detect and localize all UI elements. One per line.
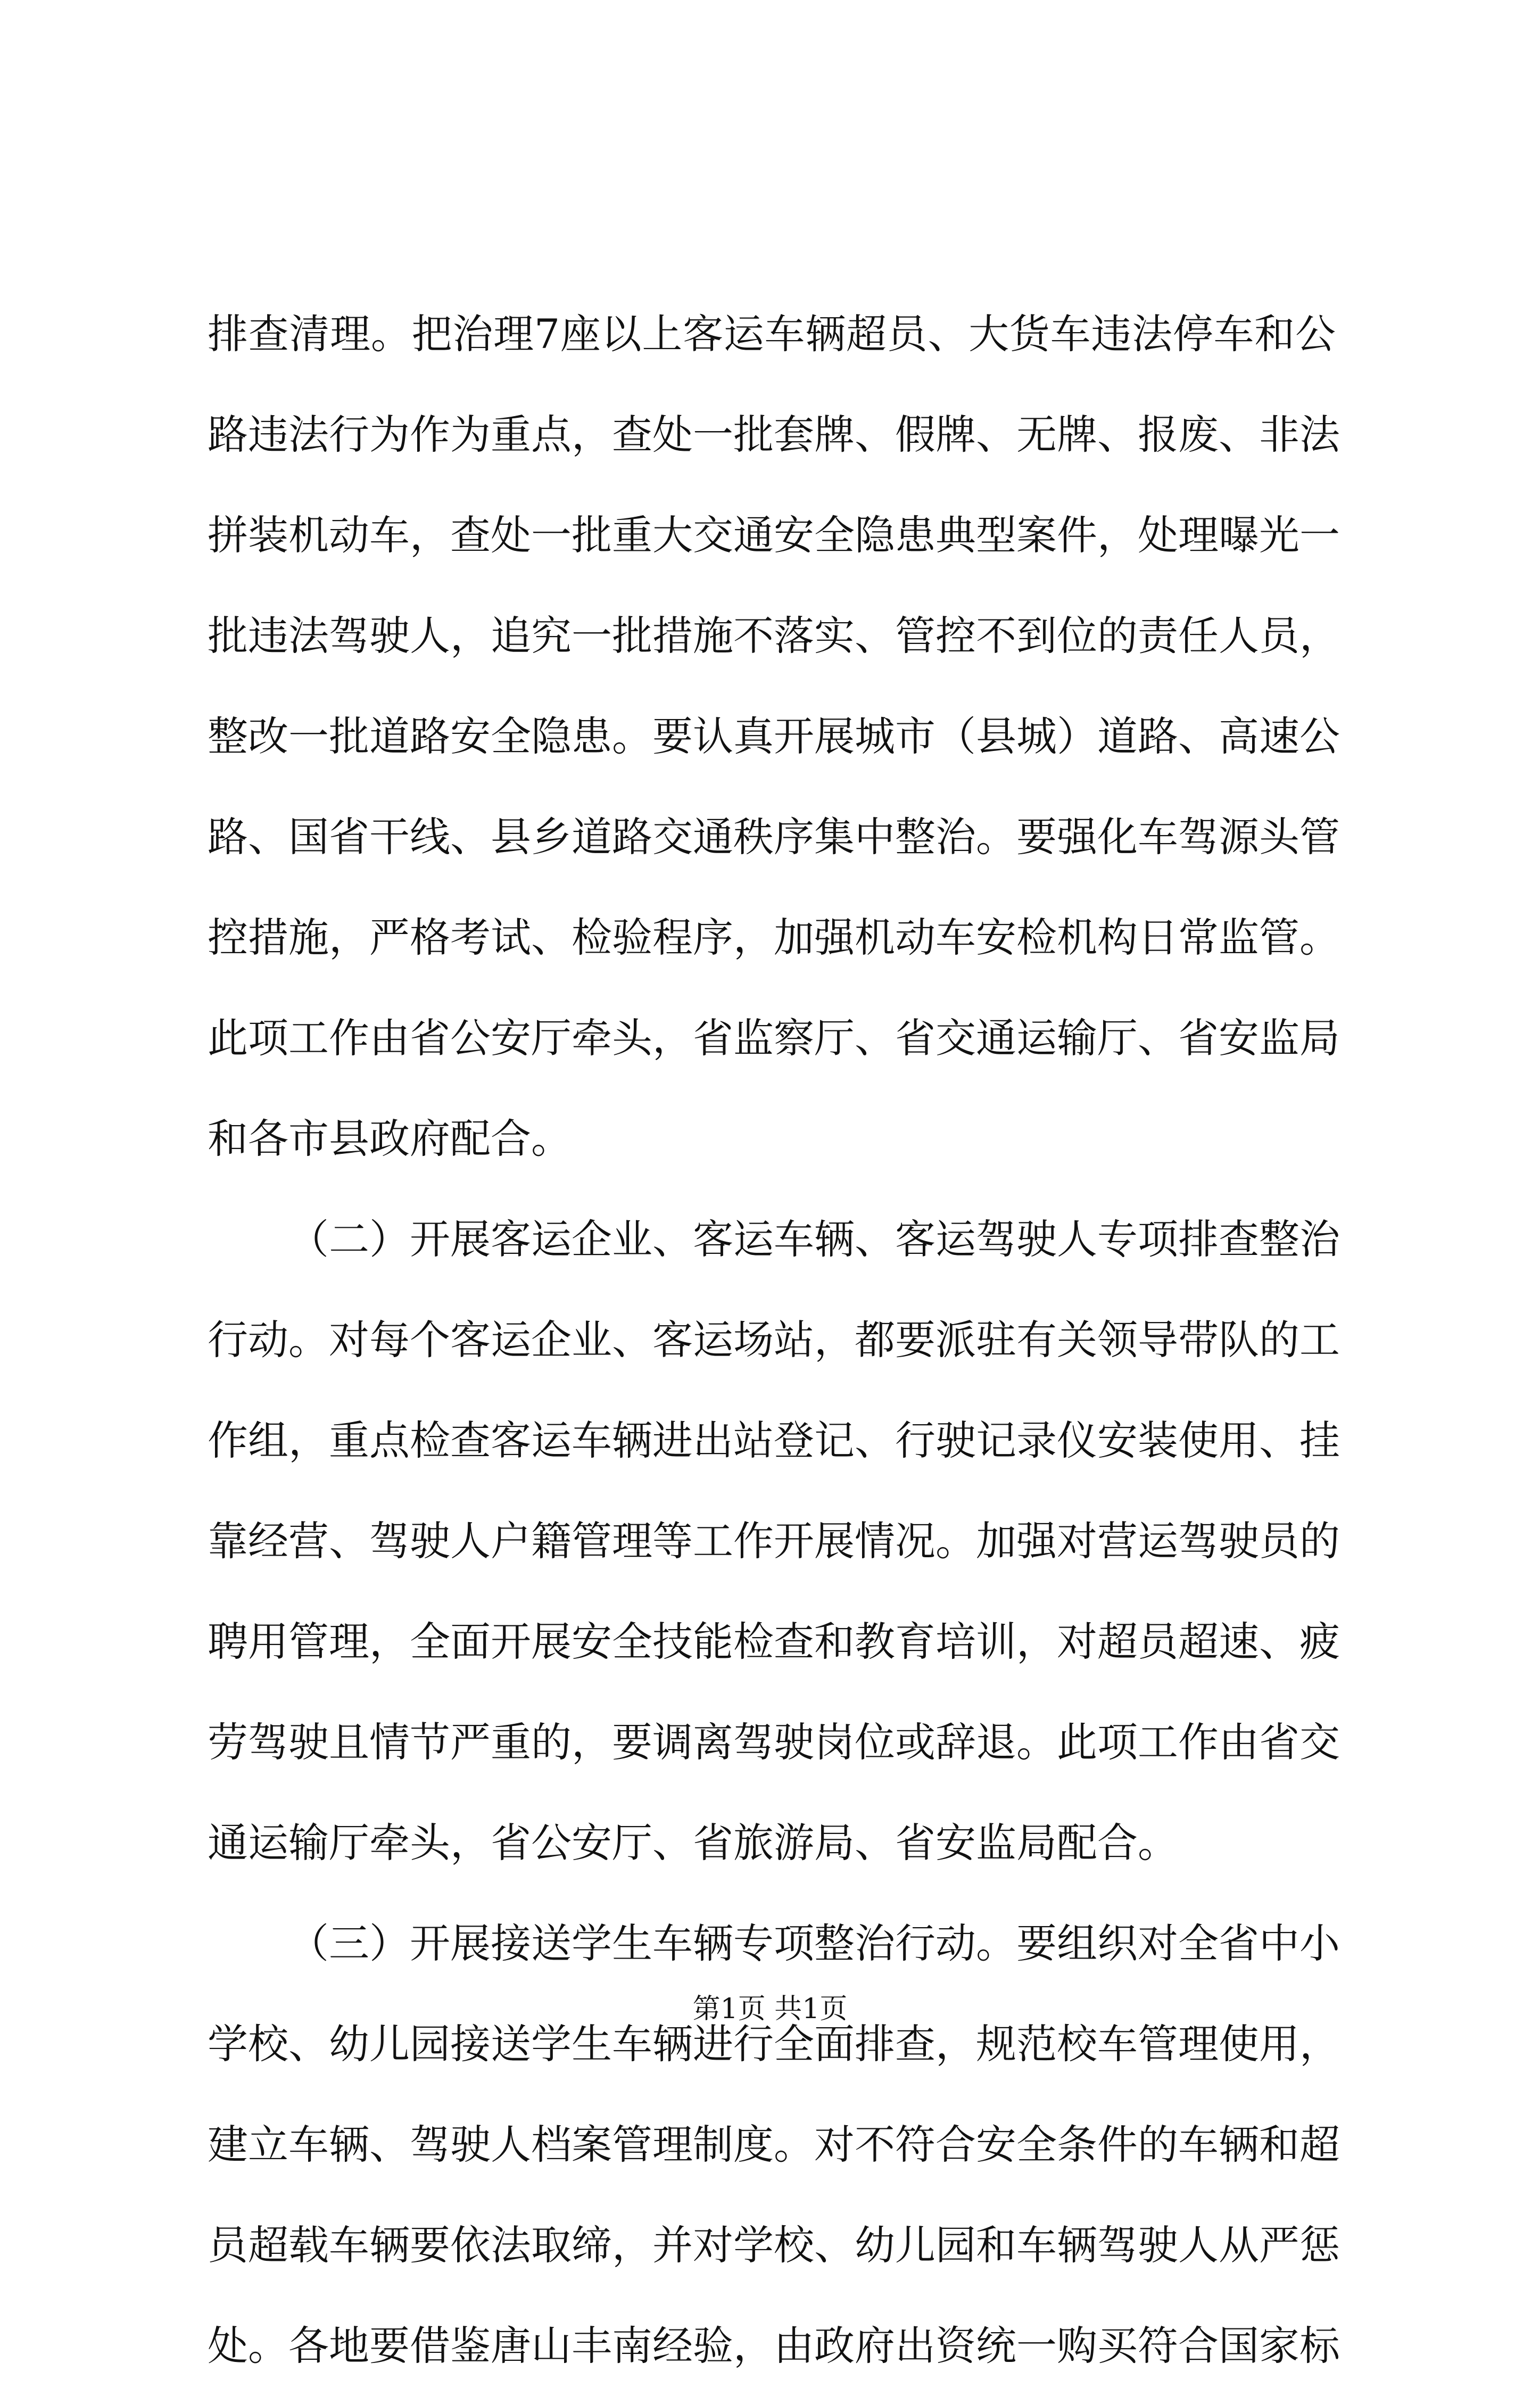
paragraph-1-line: 和各市县政府配合。	[208, 1115, 572, 1162]
paragraph-2-line: 聘用管理，全面开展安全技能检查和教育培训，对超员超速、疲	[208, 1618, 1340, 1665]
paragraph-2-line: 靠经营、驾驶人户籍管理等工作开展情况。加强对营运驾驶员的	[208, 1517, 1340, 1565]
paragraph-1-line: 路违法行为作为重点，查处一批套牌、假牌、无牌、报废、非法	[208, 411, 1340, 458]
paragraph-3-line: 员超载车辆要依法取缔，并对学校、幼儿园和车辆驾驶人从严惩	[208, 2221, 1340, 2269]
paragraph-1-line: 批违法驾驶人，追究一批措施不落实、管控不到位的责任人员，	[208, 612, 1340, 659]
paragraph-3-line: 学校、幼儿园接送学生车辆进行全面排查，规范校车管理使用，	[208, 2020, 1340, 2068]
paragraph-1-line: 拼装机动车，查处一批重大交通安全隐患典型案件，处理曝光一	[208, 511, 1340, 559]
paragraph-1-line: 路、国省干线、县乡道路交通秩序集中整治。要强化车驾源头管	[208, 813, 1340, 861]
paragraph-1-line: 此项工作由省公安厅牵头，省监察厅、省交通运输厅、省安监局	[208, 1014, 1340, 1062]
paragraph-1-line: 排查清理。把治理7座以上客运车辆超员、大货车违法停车和公	[208, 310, 1336, 358]
paragraph-1-line: 控措施，严格考试、检验程序，加强机动车安检机构日常监管。	[208, 914, 1340, 961]
paragraph-3-line: 处。各地要借鉴唐山丰南经验，由政府出资统一购买符合国家标	[208, 2322, 1340, 2369]
paragraph-2-line: 作组，重点检查客运车辆进出站登记、行驶记录仪安装使用、挂	[208, 1417, 1340, 1464]
paragraph-2-line: 通运输厅牵头，省公安厅、省旅游局、省安监局配合。	[208, 1819, 1178, 1866]
document-body	[208, 284, 1340, 2396]
paragraph-3-line: 建立车辆、驾驶人档案管理制度。对不符合安全条件的车辆和超	[208, 2121, 1340, 2168]
paragraph-3-line: （三）开展接送学生车辆专项整治行动。要组织对全省中小	[288, 1920, 1340, 1967]
paragraph-1-line: 整改一批道路安全隐患。要认真开展城市（县城）道路、高速公	[208, 713, 1340, 760]
paragraph-2-line: 行动。对每个客运企业、客运场站，都要派驻有关领导带队的工	[208, 1316, 1340, 1364]
paragraph-2-line: （二）开展客运企业、客运车辆、客运驾驶人专项排查整治	[288, 1216, 1340, 1263]
paragraph-2-line: 劳驾驶且情节严重的，要调离驾驶岗位或辞退。此项工作由省交	[208, 1718, 1340, 1766]
page-footer: 第1页 共1页	[692, 1993, 848, 2025]
